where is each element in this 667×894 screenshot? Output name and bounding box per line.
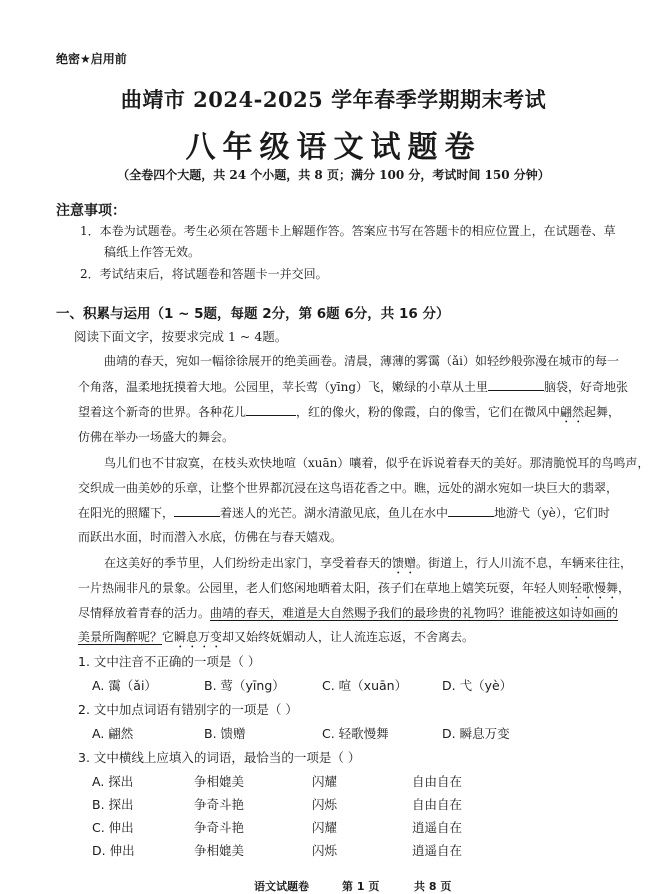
footer-total: 共 8 页 bbox=[414, 880, 452, 893]
option-c: C. 伸出 bbox=[92, 820, 134, 835]
passage-line: 尽情释放着青春的活力。曲靖的春天，难道是大自然赐予我们的最珍贵的礼物吗？谁能被这如诗如画的 bbox=[78, 606, 619, 620]
passage-line: 交织成一曲美妙的乐章，让整个世界都沉浸在这鸟语花香之中。瞧，远处的湖水宛如一块巨大的翡翠， bbox=[78, 481, 619, 495]
paper-title: 八年级语文试题卷 bbox=[185, 130, 482, 165]
notice-heading: 注意事项： bbox=[56, 203, 126, 219]
option-cell: 闪耀 bbox=[312, 774, 338, 789]
question-stem: 1. 文中注音不正确的一项是（ ） bbox=[78, 654, 261, 669]
dotted-word: 瞬息万变 bbox=[174, 630, 223, 644]
passage-line: 望着这个新奇的世界。各种花儿 ，红的像火，粉的像霞，白的像雪，它们在微风中翩然起舞， bbox=[78, 405, 621, 419]
passage-line: 曲靖的春天，宛如一幅徐徐展开的绝美画卷。清晨，薄薄的雾霭（ǎi）如轻纱般弥漫在城市的每一 bbox=[104, 354, 619, 368]
option-cell: 逍遥自在 bbox=[412, 843, 463, 858]
option-a: A. 霭（ǎi） bbox=[92, 678, 157, 693]
fill-blank bbox=[488, 378, 544, 391]
passage-line: 鸟儿们也不甘寂寞，在枝头欢快地喧（xuān）嚷着，似乎在诉说着春天的美好。那清脆悦耳的鸟鸣声， bbox=[104, 456, 650, 470]
notice-item: 2．考试结束后，将试题卷和答题卡一并交回。 bbox=[80, 267, 328, 281]
option-cell: 闪烁 bbox=[312, 797, 338, 812]
option-d: D. 瞬息万变 bbox=[442, 726, 510, 741]
question-stem: 2. 文中加点词语有错别字的一项是（ ） bbox=[78, 702, 298, 717]
passage-line: 仿佛在举办一场盛大的舞会。 bbox=[78, 430, 235, 444]
passage-line: 一片热闹非凡的景象。公园里，老人们悠闲地晒着太阳，孩子们在草地上嬉笑玩耍，年轻人则轻歌慢舞， bbox=[78, 581, 631, 595]
fill-blank bbox=[174, 504, 220, 517]
option-d: D. 伸出 bbox=[92, 843, 135, 858]
passage-line: 而跃出水面，时而潜入水底，仿佛在与春天嬉戏。 bbox=[78, 530, 343, 544]
option-cell: 逍遥自在 bbox=[412, 820, 463, 835]
option-cell: 闪耀 bbox=[312, 820, 338, 835]
option-cell: 争相媲美 bbox=[194, 774, 245, 789]
passage-line: 个角落，温柔地抚摸着大地。公园里，苹长莺（yīng）飞，嫩绿的小草从土里 脑袋，好奇地张 bbox=[78, 380, 629, 394]
option-cell: 自由自在 bbox=[412, 774, 463, 789]
confidential-label: 绝密★启用前 bbox=[56, 52, 127, 66]
option-d: D. 弋（yè） bbox=[442, 678, 513, 693]
option-b: B. 探出 bbox=[92, 797, 134, 812]
reading-instruction: 阅读下面文字，按要求完成 1 ~ 4题。 bbox=[74, 329, 288, 344]
dotted-word: 翩然 bbox=[560, 405, 585, 419]
option-cell: 争相媲美 bbox=[194, 843, 245, 858]
option-a: A. 探出 bbox=[92, 774, 134, 789]
option-b: B. 莺（yīng） bbox=[204, 678, 285, 693]
option-cell: 闪烁 bbox=[312, 843, 338, 858]
passage-line: 美景所陶醉呢？它瞬息万变却又始终妩媚动人，让人流连忘返，不舍离去。 bbox=[78, 630, 475, 644]
option-b: B. 馈赠 bbox=[204, 726, 246, 741]
option-c: C. 喧（xuān） bbox=[322, 678, 408, 693]
passage-line: 在这美好的季节里，人们纷纷走出家门，享受着春天的馈赠。街道上，行人川流不息，车辆来往往， bbox=[104, 556, 633, 570]
question-stem: 3. 文中横线上应填入的词语，最恰当的一项是（ ） bbox=[78, 750, 361, 765]
dotted-word: 轻歌慢舞 bbox=[570, 581, 619, 595]
option-a: A. 翩然 bbox=[92, 726, 134, 741]
option-cell: 自由自在 bbox=[412, 797, 463, 812]
underlined-sentence: 美景所陶醉呢？ bbox=[78, 630, 163, 644]
exam-info: （全卷四个大题，共 24 个小题，共 8 页；满分 100 分，考试时间 150 分钟） bbox=[117, 168, 550, 182]
option-c: C. 轻歌慢舞 bbox=[322, 726, 389, 741]
fill-blank bbox=[448, 504, 494, 517]
dotted-word: 馈赠 bbox=[392, 556, 417, 570]
exam-title: 曲靖市 2024-2025 学年春季学期期末考试 bbox=[120, 87, 547, 112]
fill-blank bbox=[246, 403, 296, 416]
section-heading: 一、积累与运用（1 ~ 5题，每题 2分，第 6题 6分，共 16 分） bbox=[56, 306, 450, 322]
footer-page: 第 1 页 bbox=[342, 880, 380, 893]
notice-item: 稿纸上作答无效。 bbox=[104, 245, 201, 259]
underlined-sentence: 曲靖的春天，难道是大自然赐予我们的最珍贵的礼物吗？谁能被这如诗如画的 bbox=[210, 606, 619, 620]
footer-subject: 语文试题卷 bbox=[254, 880, 309, 893]
passage-line: 在阳光的照耀下， 着迷人的光芒。湖水清澈见底，鱼儿在水中 地游弋（yè），它们时 bbox=[78, 506, 610, 520]
notice-item: 1．本卷为试题卷。考生必须在答题卡上解题作答。答案应书写在答题卡的相应位置上，在试题卷、草 bbox=[80, 224, 616, 238]
option-cell: 争奇斗艳 bbox=[194, 820, 245, 835]
option-cell: 争奇斗艳 bbox=[194, 797, 245, 812]
